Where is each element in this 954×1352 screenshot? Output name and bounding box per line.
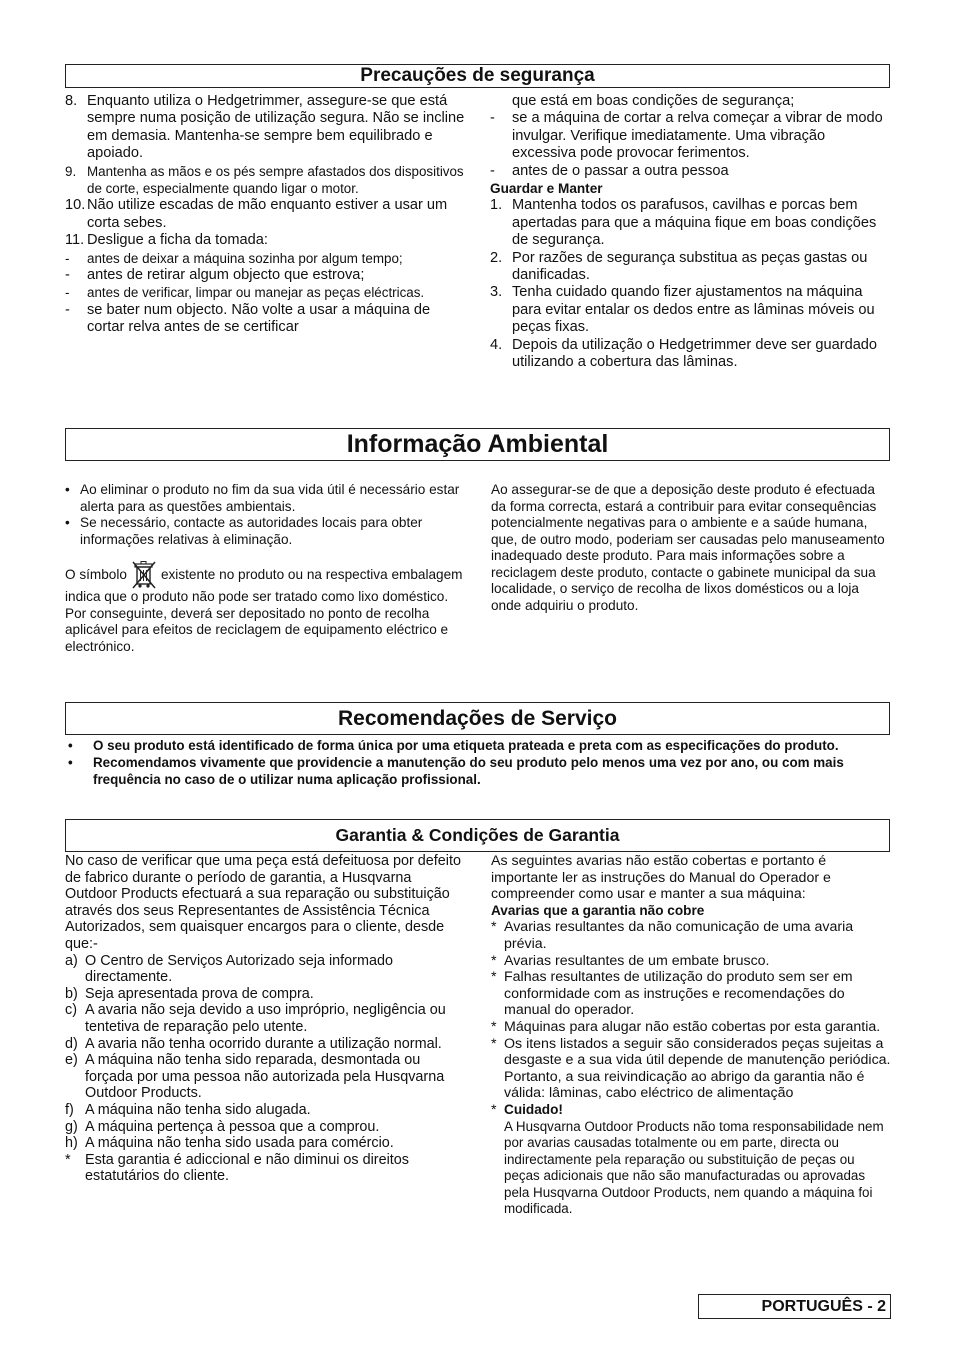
list-item: 9. Mantenha as mãos e os pés sempre afastados dos dispositivos de corte, especialmente quando ligar o motor. <box>65 163 464 197</box>
weee-paragraph: O símbolo existente no produto ou na respectiva embalagem indica que o produto não pode ser tratado como lixo doméstico. Por conseguinte, deverá ser depositado no ponto de recolha aplicável para efeitos de reciclagem de equipamento eléctrico e electrónico. <box>65 559 465 655</box>
list-item: - se bater num objecto. Não volte a usar a máquina de cortar relva antes de se certificar <box>65 301 431 336</box>
list-item: b) Seja apresentada prova de compra. <box>65 985 314 1002</box>
warranty-left-column <box>65 853 467 1185</box>
list-item: 4. Depois da utilização o Hedgetrimmer deve ser guardado utilizando a cobertura das lâminas. <box>490 336 878 371</box>
warranty-intro: No caso de verificar que uma peça está defeituosa por defeito de fabrico durante o período de garantia, a Husqvarna Outdoor Products efectuará a sua reparação ou substituição através dos seus Representantes de Assistência Técnica Autorizados, sem quaisquer encargos para o cliente, desde que:- <box>65 853 461 952</box>
environment-paragraph: Ao assegurar-se de que a deposição deste produto é efectuada da forma correcta, estará a contribuir para evitar consequências potencialmente negativas para o ambiente e a saúde humana, que, de outro modo, poderiam ser causadas pelo manuseamento inadequado deste produto. Para mais informações sobre a reciclagem deste produto, contacte o gabinete municipal da sua localidade, o serviço de recolha de lixos domésticos ou a loja onde adquiriu o produto. <box>491 482 885 613</box>
list-item: - se a máquina de cortar a relva começar a vibrar de modo invulgar. Verifique imediatamente. Uma vibração excessiva pode provocar ferimentos. <box>490 110 883 162</box>
list-item: - antes de retirar algum objecto que estrova; <box>65 267 365 284</box>
service-list <box>65 737 890 788</box>
list-item: 8. Enquanto utiliza o Hedgetrimmer, assegure-se que está sempre numa posição de utilização segura. Não se incline em demasia. Mantenha-se sempre bem equilibrado e apoiado. <box>65 93 465 162</box>
safety-left-column <box>65 93 465 337</box>
list-item: * Máquinas para alugar não estão cobertas por esta garantia. <box>491 1018 881 1035</box>
list-item: 10. Não utilize escadas de mão enquanto estiver a usar um corta sebes. <box>65 197 448 231</box>
environment-left-column <box>65 482 465 655</box>
list-item: - antes de deixar a máquina sozinha por algum tempo; <box>65 250 403 266</box>
list-item: • Se necessário, contacte as autoridades locais para obter informações relativas à eliminação. <box>65 515 423 547</box>
list-item: 1. Mantenha todos os parafusos, cavilhas e porcas bem apertadas para que a máquina fique em boas condições de segurança. <box>490 197 877 249</box>
list-item: • Recomendamos vivamente que providencie a manutenção do seu produto pelo menos uma vez por ano, ou com mais frequência no caso de o utilizar numa aplicação profissional. <box>68 755 844 787</box>
environment-heading: Informação Ambiental <box>65 428 890 461</box>
list-item: a) O Centro de Serviços Autorizado seja informado directamente. <box>65 952 393 986</box>
list-item: * Falhas resultantes de utilização do produto sem ser em conformidade com as instruções e recomendações do manual do operador. <box>491 969 853 1019</box>
list-item: d) A avaria não tenha ocorrido durante a utilização normal. <box>65 1035 442 1052</box>
list-item: - antes de verificar, limpar ou manejar as peças eléctricas. <box>65 285 425 301</box>
list-item: e) A máquina não tenha sido reparada, desmontada ou forçada por uma pessoa não autorizada pela Husqvarna Outdoor Products. <box>65 1052 445 1102</box>
caution-text: A Husqvarna Outdoor Products não toma responsabilidade nem por avarias causadas totalmente ou em parte, directa ou indirectamente pela reparação ou substituição de peças ou peças adicionais que não são manufacturadas ou aprovadas pela Husqvarna Outdoor Products, nem quando a máquina foi modificada. <box>504 1118 884 1217</box>
list-item: - antes de o passar a outra pessoa <box>490 162 729 179</box>
safety-heading: Precauções de segurança <box>65 64 890 88</box>
crossed-bin-icon <box>131 559 157 589</box>
list-item: 2. Por razões de segurança substitua as peças gastas ou danificadas. <box>490 249 868 284</box>
page-footer: PORTUGUÊS - 2 <box>698 1294 891 1319</box>
caution-title: Cuidado! <box>504 1101 563 1117</box>
list-item: 11. Desligue a ficha da tomada: <box>65 232 268 249</box>
list-item: f) A máquina não tenha sido alugada. <box>65 1101 311 1118</box>
exclusions-heading: Avarias que a garantia não cobre <box>491 902 705 918</box>
list-item: * Avarias resultantes da não comunicação de uma avaria prévia. <box>491 919 854 952</box>
warranty-right-column <box>491 853 893 1218</box>
list-item: * Esta garantia é adiccional e não diminui os direitos estatutários do cliente. <box>65 1151 409 1185</box>
list-item: * Os itens listados a seguir são considerados peças sujeitas a desgaste e a sua vida útil depende de manutenção periódica. Portanto, a sua reivindicação ao abrigo da garantia não é válida: lâminas, cabo eléctrico de alimentação <box>491 1035 891 1102</box>
list-item: g) A máquina pertença à pessoa que a comprou. <box>65 1118 380 1135</box>
service-heading: Recomendações de Serviço <box>65 702 890 735</box>
list-item: h) A máquina não tenha sido usada para comércio. <box>65 1135 394 1152</box>
list-item: • O seu produto está identificado de forma única por uma etiqueta prateada e preta com as especificações do produto. <box>68 738 839 753</box>
list-item: 3. Tenha cuidado quando fizer ajustamentos na máquina para evitar entalar os dedos entre as lâminas móveis ou peças fixas. <box>490 284 875 336</box>
list-item: c) A avaria não seja devido a uso impróprio, negligência ou tentetiva de reparação pelo utente. <box>65 1002 446 1035</box>
list-item: • Ao eliminar o produto no fim da sua vida útil é necessário estar alerta para as questões ambientais. <box>65 482 460 514</box>
caution-item: * Cuidado! A Husqvarna Outdoor Products não toma responsabilidade nem por avarias causadas totalmente ou em parte, directa ou indirectamente pela reparação ou substituição de peças ou peças adicionais que não são manufacturadas ou aprovadas pela Husqvarna Outdoor Products, nem quando a máquina foi modificada. <box>491 1102 893 1218</box>
store-heading: Guardar e Manter <box>490 181 603 197</box>
warranty-heading: Garantia & Condições de Garantia <box>65 819 890 852</box>
list-item: * Avarias resultantes de um embate brusco. <box>491 952 770 969</box>
list-item-continued: que está em boas condições de segurança; <box>512 93 795 109</box>
environment-right-column <box>491 482 891 614</box>
warranty-right-intro: As seguintes avarias não estão cobertas e portanto é importante ler as instruções do Manual do Operador e compreender como usar e manter a sua máquina: <box>491 853 831 903</box>
safety-right-column <box>490 93 892 372</box>
